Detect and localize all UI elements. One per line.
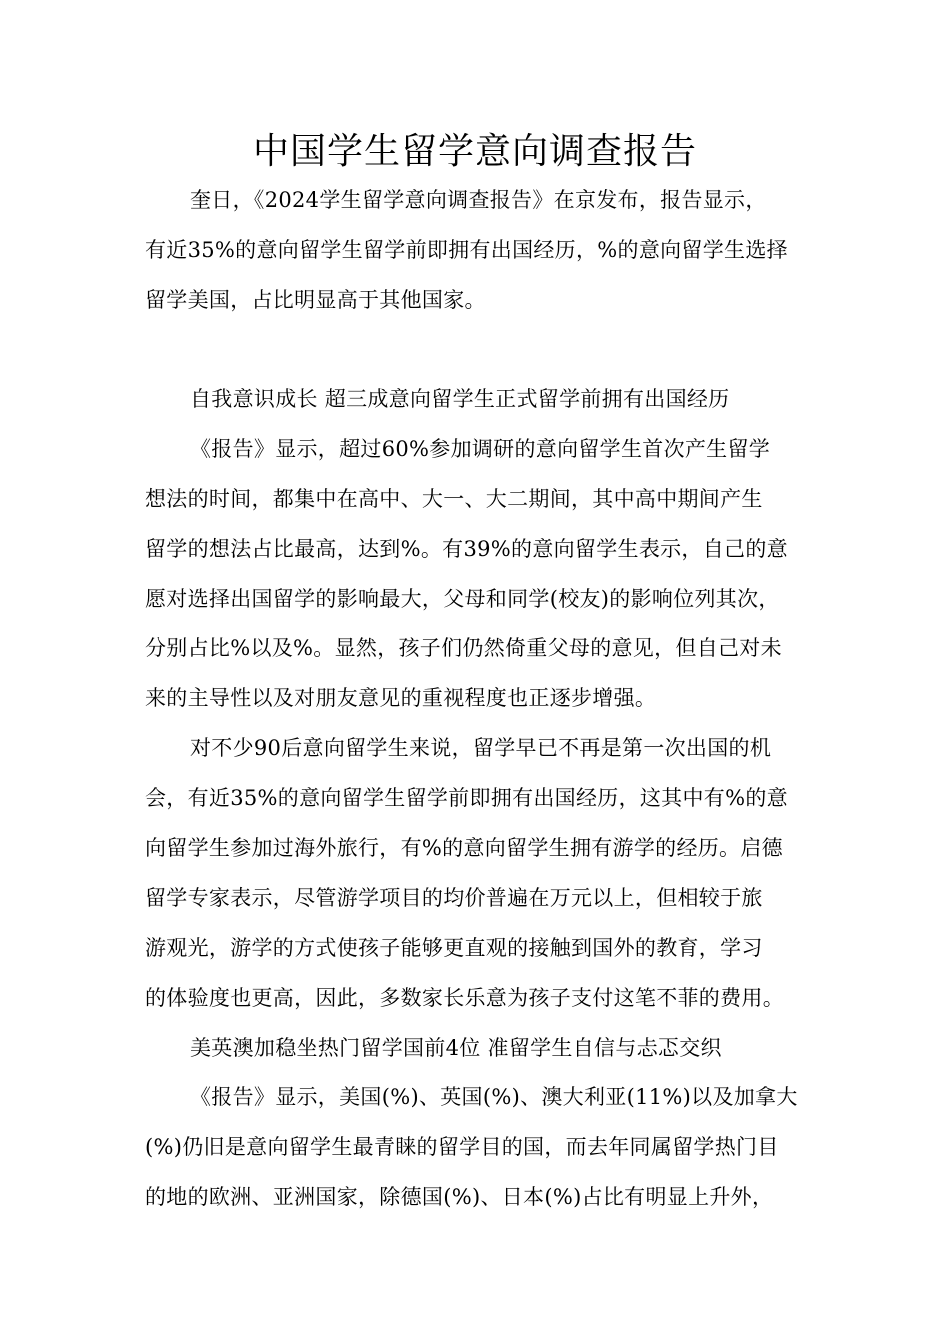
paragraph-3-line-1: 对不少90后意向留学生来说，留学早已不再是第一次出国的机 (190, 736, 772, 760)
paragraph-3-line-3: 向留学生参加过海外旅行，有%的意向留学生拥有游学的经历。启德 (145, 836, 783, 860)
paragraph-2-line-4: 愿对选择出国留学的影响最大，父母和同学(校友)的影响位列其次， (145, 587, 780, 611)
paragraph-1-line-3: 留学美国，占比明显高于其他国家。 (145, 288, 486, 312)
paragraph-3-line-5: 游观光，游学的方式使孩子能够更直观的接触到国外的教育，学习 (145, 936, 763, 960)
paragraph-2-line-2: 想法的时间，都集中在高中、大一、大二期间，其中高中期间产生 (145, 487, 763, 511)
paragraph-4-line-2: (%)仍旧是意向留学生最青睐的留学目的国，而去年同属留学热门目 (145, 1135, 779, 1159)
paragraph-3-line-6: 的体验度也更高，因此，多数家长乐意为孩子支付这笔不菲的费用。 (145, 986, 784, 1010)
paragraph-4-line-3: 的地的欧洲、亚洲国家，除德国(%)、日本(%)占比有明显上升外， (145, 1185, 774, 1209)
paragraph-2-line-5: 分别占比%以及%。显然，孩子们仍然倚重父母的意见，但自己对未 (145, 636, 782, 660)
paragraph-3-line-2: 会，有近35%的意向留学生留学前即拥有出国经历，这其中有%的意 (145, 786, 788, 810)
section-heading-1: 自我意识成长 超三成意向留学生正式留学前拥有出国经历 (190, 387, 730, 411)
paragraph-2-line-6: 来的主导性以及对朋友意见的重视程度也正逐步增强。 (145, 686, 657, 710)
paragraph-1-line-1: 奎日，《2024学生留学意向调查报告》在京发布，报告显示， (190, 188, 767, 212)
section-heading-2: 美英澳加稳坐热门留学国前4位 准留学生自信与忐忑交织 (190, 1036, 722, 1060)
paragraph-4-line-1: 《报告》显示，美国(%)、英国(%)、澳大利亚(11%)以及加拿大 (190, 1085, 798, 1109)
paragraph-3-line-4: 留学专家表示，尽管游学项目的均价普遍在万元以上，但相较于旅 (145, 886, 763, 910)
document-title: 中国学生留学意向调查报告 (252, 131, 697, 172)
paragraph-1-line-2: 有近35%的意向留学生留学前即拥有出国经历，%的意向留学生选择 (145, 238, 788, 262)
paragraph-2-line-3: 留学的想法占比最高，达到%。有39%的意向留学生表示，自己的意 (145, 537, 788, 561)
paragraph-2-line-1: 《报告》显示，超过60%参加调研的意向留学生首次产生留学 (190, 437, 771, 461)
